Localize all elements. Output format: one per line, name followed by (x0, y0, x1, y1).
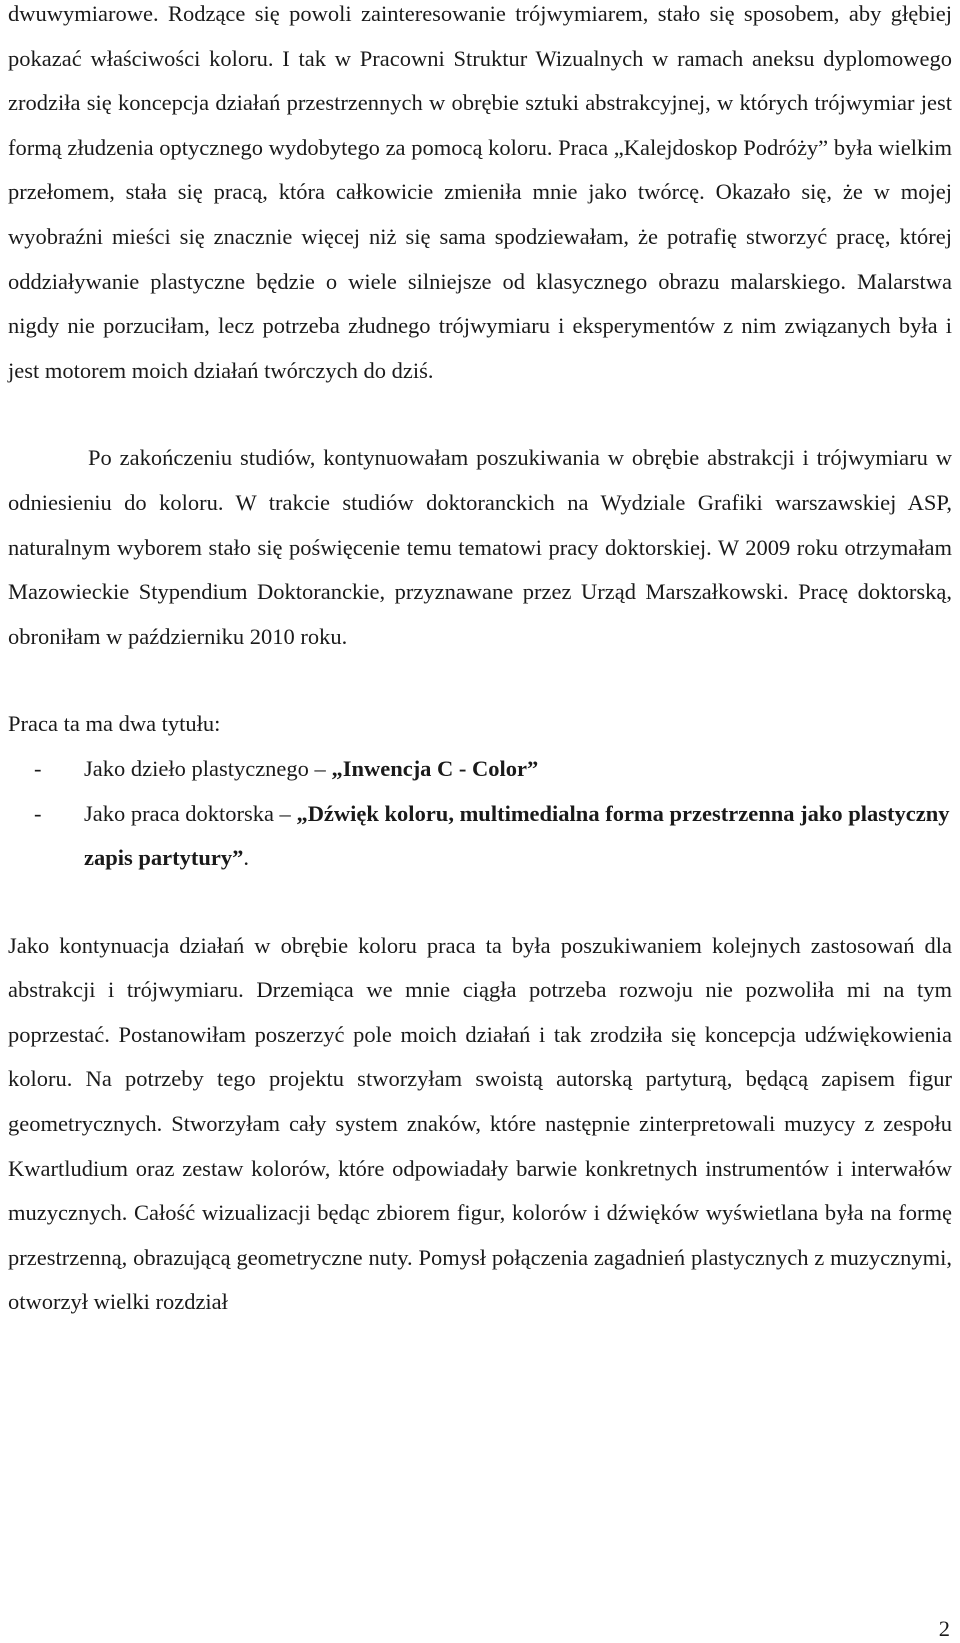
artwork-title: „Inwencja C - Color” (331, 755, 539, 781)
list-item-suffix: . (243, 845, 249, 871)
list-dash: - (34, 800, 42, 826)
list-item (8, 792, 952, 881)
document-page (8, 0, 952, 1325)
paragraph-artistic-background: dwuwymiarowe. Rodzące się powoli zainteresowanie trójwymiarem, stało się sposobem, aby głębiej pokazać właściwości koloru. I tak w Pracowni Struktur Wizualnych w ramach aneksu dyplomowego zrodziła się koncepcja działań przestrzennych w obrębie sztuki abstrakcyjnej, w których trójwymiar jest formą złudzenia optycznego wydobytego za pomocą koloru. Praca „Kalejdoskop Podróży” była wielkim przełomem, stała się pracą, która całkowicie zmieniła mnie jako twórcę. Okazało się, że w mojej wyobraźni mieści się znacznie więcej niż się sama spodziewałam, że potrafię stworzyć pracę, której oddziaływanie plastyczne będzie o wiele silniejsze od klasycznego obrazu malarskiego. Malarstwa nigdy nie porzuciłam, lecz potrzeba złudnego trójwymiaru i eksperymentów z nim związanych była i jest motorem moich działań twórczych do dziś. (8, 1, 952, 383)
paragraph-continuation: Jako kontynuacja działań w obrębie koloru praca ta była poszukiwaniem kolejnych zastosowań dla abstrakcji i trójwymiaru. Drzemiąca we mnie ciągła potrzeba rozwoju nie pozwoliła mi na tym poprzestać. Postanowiłam poszerzyć pole moich działań i tak zrodziła się koncepcja udźwiękowienia koloru. Na potrzeby tego projektu stworzyłam swoistą autorską partyturą, będącą zapisem figur geometrycznych. Stworzyłam cały system znaków, które następnie zinterpretowali muzycy z zespołu Kwartludium oraz zestaw kolorów, które odpowiadały barwie konkretnych instrumentów i interwałów muzycznych. Całość wizualizacji będąc zbiorem figur, kolorów i dźwięków wyświetlana była na formę przestrzenną, obrazującą geometryczne nuty. Pomysł połączenia zagadnień plastycznych z muzycznymi, otworzył wielki rozdział (8, 932, 952, 1315)
list-item-prefix: Jako dzieło plastycznego – (84, 755, 332, 781)
list-item-prefix: Jako praca doktorska – (84, 800, 297, 826)
list-item (8, 747, 952, 792)
list-dash: - (34, 755, 42, 781)
doctoral-thesis-title: „Dźwięk koloru, multimedialna forma przestrzenna jako plastyczny zapis partytury” (84, 800, 950, 871)
paragraph-doctoral-studies: Po zakończeniu studiów, kontynuowałam poszukiwania w obrębie abstrakcji i trójwymiaru w odniesieniu do koloru. W trakcie studiów doktoranckich na Wydziale Grafiki warszawskiej ASP, naturalnym wyborem stało się poświęcenie temu tematowi pracy doktorskiej. W 2009 roku otrzymałam Mazowieckie Stypendium Doktoranckie, przyznawane przez Urząd Marszałkowski. Pracę doktorską, obroniłam w październiku 2010 roku. (8, 445, 952, 649)
page-number: 2 (938, 1616, 950, 1641)
paragraph-titles-intro: Praca ta ma dwa tytułu: (8, 711, 221, 737)
work-titles-list (8, 747, 952, 881)
